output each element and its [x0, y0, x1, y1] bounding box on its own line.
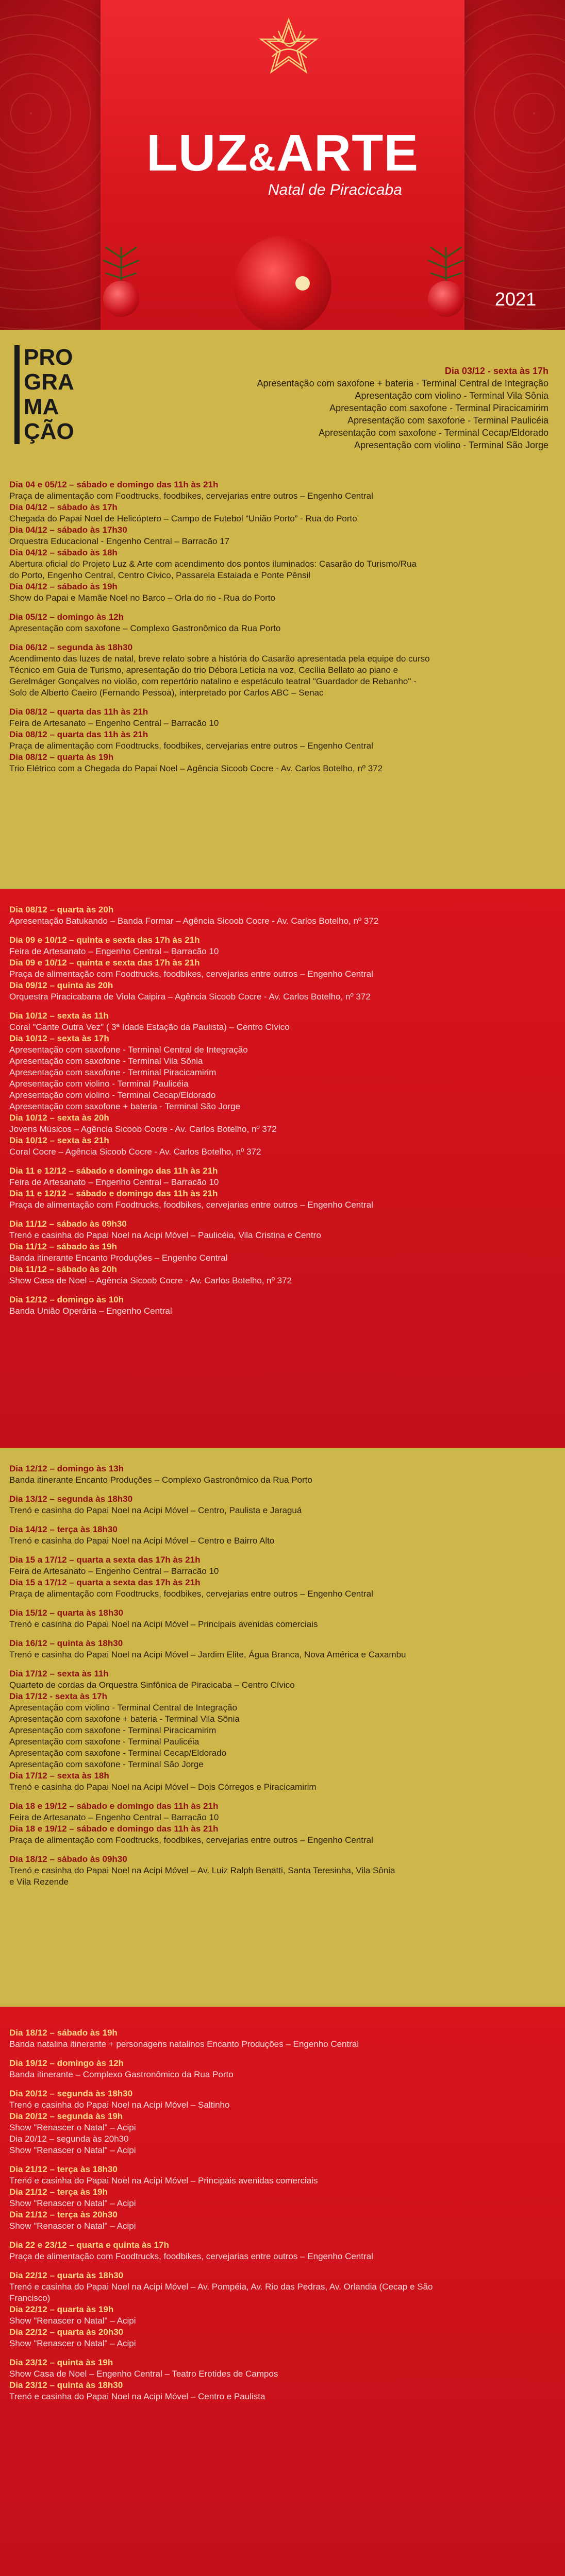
entry-spacer	[9, 1211, 556, 1218]
entry-description: Apresentação com saxofone - Terminal Piracicamirim	[9, 1067, 217, 1077]
entry-description: Banda itinerante Encanto Produções – Engenho Central	[9, 1253, 228, 1263]
entry-description: Praça de alimentação com Foodtrucks, foodbikes, cervejarias entre outros – Engenho Central	[9, 969, 373, 979]
entry-description: Banda União Operária – Engenho Central	[9, 1306, 172, 1316]
highlight-event: Apresentação com saxofone - Terminal Piracicamirim	[329, 403, 549, 413]
entry-description: Orquestra Educacional - Engenho Central – Barracão 17	[9, 536, 230, 546]
entry-spacer	[9, 1660, 556, 1668]
programacao-word-1: PRO	[24, 345, 73, 370]
entry-description: Show "Renascer o Natal" – Acipi	[9, 2316, 136, 2326]
entry-description: Trenó e casinha do Papai Noel na Acipi Móvel – Av. Luiz Ralph Benatti, Santa Teresinha, Vila Sônia	[9, 1866, 395, 1875]
entry-date: Dia 08/12 – quarta das 11h às 21h	[9, 707, 148, 717]
entry-date: Dia 23/12 – quinta às 18h30	[9, 2380, 123, 2390]
logo-word-luz: LUZ	[146, 124, 248, 182]
entry-date: Dia 04/12 – sábado às 19h	[9, 582, 118, 591]
schedule-entries	[0, 1463, 565, 1888]
entry-date: Dia 22/12 – quarta às 20h30	[9, 2327, 124, 2337]
entry-description: Jovens Músicos – Agência Sicoob Cocre - Av. Carlos Botelho, nº 372	[9, 1124, 277, 1134]
entry-description: Francisco)	[9, 2293, 51, 2303]
entry-spacer	[9, 2080, 556, 2088]
entry-description: Apresentação com saxofone - Terminal São Jorge	[9, 1759, 204, 1769]
entry-date: Dia 21/12 – terça às 19h	[9, 2187, 108, 2197]
entry-description: Praça de alimentação com Foodtrucks, foodbikes, cervejarias entre outros – Engenho Central	[9, 741, 373, 751]
entry-description: Trenó e casinha do Papai Noel na Acipi Móvel – Paulicéia, Vila Cristina e Centro	[9, 1230, 321, 1240]
highlight-event: Apresentação com saxofone - Terminal Paulicéia	[347, 415, 549, 426]
opening-highlights	[105, 365, 549, 451]
entry-spacer	[9, 2232, 556, 2240]
entry-date: Dia 19/12 – domingo às 12h	[9, 2058, 124, 2068]
entry-description: Trenó e casinha do Papai Noel na Acipi Móvel – Centro e Paulista	[9, 2392, 265, 2401]
entry-spacer	[9, 1630, 556, 1638]
entry-description: do Porto, Engenho Central, Centro Cívico, Passarela Estaiada e Ponte Pênsil	[9, 570, 311, 580]
entry-description: Praça de alimentação com Foodtrucks, foodbikes, cervejarias entre outros – Engenho Central	[9, 491, 373, 501]
entry-date: Dia 10/12 – sexta às 11h	[9, 1011, 109, 1021]
entry-description: Dia 20/12 – segunda às 20h30	[9, 2134, 129, 2144]
entry-date: Dia 15 a 17/12 – quarta a sexta das 17h às 21h	[9, 1555, 201, 1565]
entry-description: Feira de Artesanato – Engenho Central – Barracão 10	[9, 1177, 219, 1187]
entry-date: Dia 20/12 – segunda às 18h30	[9, 2089, 133, 2098]
entry-date: Dia 08/12 – quarta das 11h às 21h	[9, 730, 148, 739]
entry-date: Dia 17/12 – sexta às 18h	[9, 1771, 109, 1781]
entry-description: Orquestra Piracicabana de Viola Caipira – Agência Sicoob Cocre - Av. Carlos Botelho, nº 372	[9, 992, 371, 1002]
entry-date: Dia 04/12 – sábado às 18h	[9, 548, 118, 557]
header-banner	[0, 0, 565, 330]
entry-description: Trenó e casinha do Papai Noel na Acipi Móvel – Principais avenidas comerciais	[9, 1619, 318, 1629]
entry-spacer	[9, 1158, 556, 1165]
logo-title	[0, 124, 565, 183]
entry-date: Dia 10/12 – sexta às 17h	[9, 1033, 109, 1043]
entry-description: Show "Renascer o Natal" – Acipi	[9, 2123, 136, 2132]
entry-date: Dia 14/12 – terça às 18h30	[9, 1524, 118, 1534]
schedule-entries	[0, 2027, 565, 2402]
entry-date: Dia 09/12 – quinta às 20h	[9, 980, 113, 990]
entry-description: Banda itinerante Encanto Produções – Complexo Gastronômico da Rua Porto	[9, 1475, 312, 1485]
entry-description: Trenó e casinha do Papai Noel na Acipi Móvel – Centro e Bairro Alto	[9, 1536, 275, 1546]
entry-description: Praça de alimentação com Foodtrucks, foodbikes, cervejarias entre outros – Engenho Central	[9, 1835, 373, 1845]
schedule-entries	[0, 904, 565, 1317]
entry-description: Técnico em Guia de Turismo, apresentação do trio Débora Letícia na voz, Cecília Bellato ao piano e	[9, 665, 398, 675]
entry-date: Dia 11/12 – sábado às 20h	[9, 1264, 117, 1274]
highlight-date: Dia 03/12 - sexta às 17h	[444, 366, 549, 376]
entry-description: Quarteto de cordas da Orquestra Sinfônica de Piracicaba – Centro Cívico	[9, 1680, 295, 1690]
entry-description: Praça de alimentação com Foodtrucks, foodbikes, cervejarias entre outros – Engenho Central	[9, 1200, 373, 1210]
entry-date: Dia 10/12 – sexta às 21h	[9, 1136, 109, 1145]
entry-description: Apresentação com saxofone - Terminal Piracicamirim	[9, 1725, 217, 1735]
entry-date: Dia 09 e 10/12 – quinta e sexta das 17h às 21h	[9, 935, 200, 945]
entry-date: Dia 04/12 – sábado às 17h30	[9, 525, 127, 535]
entry-description: Acendimento das luzes de natal, breve relato sobre a história do Casarão apresentada pela equipe do curso	[9, 654, 430, 664]
highlight-event: Apresentação com violino - Terminal Vila Sônia	[355, 391, 549, 401]
entry-date: Dia 11/12 – sábado às 09h30	[9, 1219, 127, 1229]
entry-description: Coral Cocre – Agência Sicoob Cocre - Av. Carlos Botelho, nº 372	[9, 1147, 261, 1157]
programacao-word-4: ÇÃO	[24, 419, 74, 444]
entry-date: Dia 10/12 – sexta às 20h	[9, 1113, 109, 1123]
entry-description: Apresentação com violino - Terminal Paulicéia	[9, 1079, 189, 1089]
schedule-section-4	[0, 2007, 565, 2576]
entry-date: Dia 22 e 23/12 – quarta e quinta às 17h	[9, 2240, 169, 2250]
entry-description: Trenó e casinha do Papai Noel na Acipi Móvel – Saltinho	[9, 2100, 230, 2110]
entry-date: Dia 17/12 - sexta às 17h	[9, 1691, 107, 1701]
entry-spacer	[9, 699, 556, 706]
entry-description: Show "Renascer o Natal" – Acipi	[9, 2198, 136, 2208]
entry-date: Dia 12/12 – domingo às 13h	[9, 1464, 124, 1473]
logo-word-arte: ARTE	[276, 124, 419, 182]
entry-description: Gerelmáger Gonçalves no violão, com repertório natalino e espetáculo teatral "Guardador de Rebanho" -	[9, 676, 417, 686]
entry-description: Apresentação com saxofone - Terminal Central de Integração	[9, 1045, 248, 1055]
highlight-event: Apresentação com saxofone - Terminal Cecap/Eldorado	[319, 428, 549, 438]
star-icon	[258, 15, 320, 77]
programacao-word-2: GRA	[24, 369, 74, 395]
entry-description: Trenó e casinha do Papai Noel na Acipi Móvel – Centro, Paulista e Jaraguá	[9, 1505, 302, 1515]
entry-description: Feira de Artesanato – Engenho Central – Barracão 10	[9, 1566, 219, 1576]
entry-date: Dia 08/12 – quarta às 20h	[9, 905, 114, 914]
entry-description: Apresentação com saxofone – Complexo Gastronômico da Rua Porto	[9, 623, 281, 633]
entry-spacer	[9, 2349, 556, 2357]
entry-spacer	[9, 1793, 556, 1801]
entry-description: Trenó e casinha do Papai Noel na Acipi Móvel – Av. Pompéia, Av. Rio das Pedras, Av. Orlandia (Cecap e São	[9, 2282, 433, 2292]
ornament-shine	[295, 276, 310, 291]
entry-description: Solo de Alberto Caeiro (Fernando Pessoa), interpretado por Carlos ABC – Senac	[9, 688, 324, 698]
entry-date: Dia 08/12 – quarta às 19h	[9, 752, 114, 762]
programacao-word-3: MA	[24, 394, 59, 419]
entry-date: Dia 18 e 19/12 – sábado e domingo das 11h às 21h	[9, 1801, 219, 1811]
entry-description: Trenó e casinha do Papai Noel na Acipi Móvel – Dois Córregos e Piracicamirim	[9, 1782, 317, 1792]
entry-description: Show "Renascer o Natal" – Acipi	[9, 2221, 136, 2231]
entry-description: Show Casa de Noel – Agência Sicoob Cocre - Av. Carlos Botelho, nº 372	[9, 1276, 292, 1285]
year-label: 2021	[495, 289, 537, 310]
entry-description: Feira de Artesanato – Engenho Central – Barracão 10	[9, 1812, 219, 1822]
entry-spacer	[9, 2156, 556, 2164]
entry-spacer	[9, 1003, 556, 1010]
entry-description: Chegada do Papai Noel de Helicóptero – Campo de Futebol “União Porto” - Rua do Porto	[9, 514, 357, 523]
entry-description: Apresentação com saxofone - Terminal Paulicéia	[9, 1737, 200, 1747]
entry-description: Feira de Artesanato – Engenho Central – Barracão 10	[9, 718, 219, 728]
entry-date: Dia 22/12 – quarta às 18h30	[9, 2270, 124, 2280]
entry-spacer	[9, 1600, 556, 1607]
entry-date: Dia 11/12 – sábado às 19h	[9, 1242, 117, 1251]
entry-description: Trio Elétrico com a Chegada do Papai Noel – Agência Sicoob Cocre - Av. Carlos Botelho, nº 372	[9, 764, 383, 773]
entry-date: Dia 22/12 – quarta às 19h	[9, 2304, 114, 2314]
entry-date: Dia 12/12 – domingo às 10h	[9, 1295, 124, 1304]
entry-description: Apresentação com violino - Terminal Cecap/Eldorado	[9, 1090, 216, 1100]
schedule-entries	[0, 479, 565, 774]
highlight-event: Apresentação com saxofone + bateria - Terminal Central de Integração	[257, 378, 549, 388]
schedule-list-1	[0, 479, 565, 774]
entry-description: Apresentação com saxofone + bateria - Terminal Vila Sônia	[9, 1714, 240, 1724]
entry-date: Dia 05/12 – domingo às 12h	[9, 612, 124, 622]
entry-date: Dia 09 e 10/12 – quinta e sexta das 17h às 21h	[9, 958, 200, 968]
entry-description: Trenó e casinha do Papai Noel na Acipi Móvel – Principais avenidas comerciais	[9, 2176, 318, 2185]
ornament-ball-left	[103, 281, 139, 317]
entry-spacer	[9, 927, 556, 935]
entry-date: Dia 11 e 12/12 – sábado e domingo das 11h às 21h	[9, 1189, 218, 1198]
entry-description: Apresentação com saxofone - Terminal Cecap/Eldorado	[9, 1748, 227, 1758]
entry-description: e Vila Rezende	[9, 1877, 69, 1887]
entry-date: Dia 16/12 – quinta às 18h30	[9, 1638, 123, 1648]
entry-spacer	[9, 1846, 556, 1854]
entry-description: Praça de alimentação com Foodtrucks, foodbikes, cervejarias entre outros – Engenho Central	[9, 2251, 373, 2261]
entry-date: Dia 13/12 – segunda às 18h30	[9, 1494, 133, 1504]
entry-date: Dia 18/12 – sábado às 19h	[9, 2028, 118, 2038]
entry-description: Apresentação com saxofone - Terminal Vila Sônia	[9, 1056, 203, 1066]
entry-description: Apresentação com violino - Terminal Central de Integração	[9, 1703, 237, 1713]
schedule-section-2	[0, 889, 565, 1448]
entry-description: Coral "Cante Outra Vez" ( 3ª Idade Estação da Paulista) – Centro Cívico	[9, 1022, 290, 1032]
entry-description: Show "Renascer o Natal" – Acipi	[9, 2338, 136, 2348]
entry-spacer	[9, 634, 556, 642]
highlight-event: Apresentação com violino - Terminal São Jorge	[354, 440, 549, 450]
entry-spacer	[9, 1547, 556, 1554]
entry-description: Banda natalina itinerante + personagens natalinos Encanto Produções – Engenho Central	[9, 2039, 359, 2049]
entry-date: Dia 17/12 – sexta às 11h	[9, 1669, 109, 1679]
entry-description: Feira de Artesanato – Engenho Central – Barracão 10	[9, 946, 219, 956]
entry-date: Dia 15 a 17/12 – quarta a sexta das 17h às 21h	[9, 1578, 201, 1587]
entry-date: Dia 04 e 05/12 – sábado e domingo das 11h às 21h	[9, 480, 219, 489]
entry-date: Dia 23/12 – quinta às 19h	[9, 2358, 113, 2367]
ornament-ball-center	[234, 236, 331, 330]
entry-date: Dia 06/12 – segunda às 18h30	[9, 642, 133, 652]
entry-date: Dia 21/12 – terça às 18h30	[9, 2164, 118, 2174]
entry-description: Show "Renascer o Natal" – Acipi	[9, 2145, 136, 2155]
entry-spacer	[9, 1486, 556, 1494]
entry-date: Dia 11 e 12/12 – sábado e domingo das 11h às 21h	[9, 1166, 218, 1176]
entry-description: Apresentação Batukando – Banda Formar – Agência Sicoob Cocre - Av. Carlos Botelho, nº 372	[9, 916, 379, 926]
entry-date: Dia 18/12 – sábado às 09h30	[9, 1854, 127, 1864]
entry-description: Praça de alimentação com Foodtrucks, foodbikes, cervejarias entre outros – Engenho Central	[9, 1589, 373, 1599]
entry-date: Dia 18 e 19/12 – sábado e domingo das 11h às 21h	[9, 1824, 219, 1834]
entry-description: Banda itinerante – Complexo Gastronômico da Rua Porto	[9, 2070, 234, 2079]
entry-description: Trenó e casinha do Papai Noel na Acipi Móvel – Jardim Elite, Água Branca, Nova América e Caxambu	[9, 1650, 406, 1659]
entry-date: Dia 21/12 – terça às 20h30	[9, 2210, 118, 2219]
entry-description: Abertura oficial do Projeto Luz & Arte com acendimento dos pontos iluminados: Casarão do Turismo/Rua	[9, 559, 417, 569]
entry-date: Dia 15/12 – quarta às 18h30	[9, 1608, 124, 1618]
logo-ampersand: &	[248, 136, 276, 179]
entry-description: Show do Papai e Mamãe Noel no Barco – Orla do rio - Rua do Porto	[9, 593, 275, 603]
logo-subtitle: Natal de Piracicaba	[268, 181, 402, 198]
entry-spacer	[9, 604, 556, 612]
entry-description: Show Casa de Noel – Engenho Central – Teatro Erotides de Campos	[9, 2369, 278, 2379]
entry-spacer	[9, 2050, 556, 2058]
entry-date: Dia 20/12 – segunda às 19h	[9, 2111, 123, 2121]
entry-date: Dia 04/12 – sábado às 17h	[9, 502, 118, 512]
entry-description: Apresentação com saxofone + bateria - Terminal São Jorge	[9, 1101, 241, 1111]
schedule-section-3	[0, 1448, 565, 2007]
entry-spacer	[9, 2262, 556, 2270]
ornament-ball-right	[428, 281, 464, 317]
entry-spacer	[9, 1286, 556, 1294]
entry-spacer	[9, 1516, 556, 1524]
